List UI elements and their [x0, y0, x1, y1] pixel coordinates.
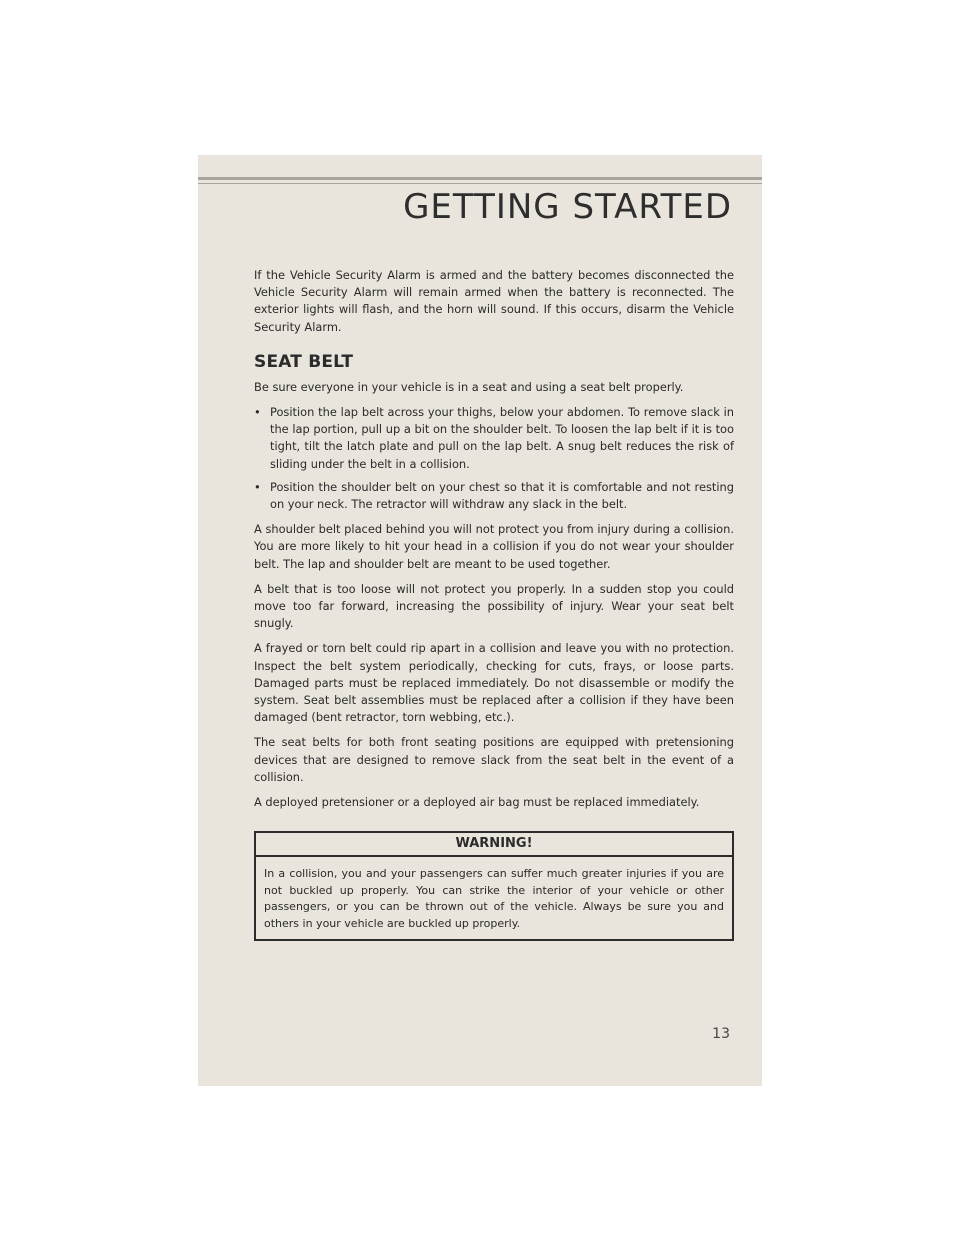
bullet-text: Position the shoulder belt on your chest so that it is comfortable and not resting on your neck. The retractor will withdraw any slack in the belt. — [270, 479, 734, 512]
bullet-item — [254, 479, 734, 513]
page-content — [254, 267, 734, 941]
body-paragraph: A shoulder belt placed behind you will not protect you from injury during a collision. You are more likely to hit your head in a collision if you do not wear your shoulder belt. The lap and shoulder belt are meant to be used together. — [254, 522, 734, 571]
intro-paragraph: If the Vehicle Security Alarm is armed and the battery becomes disconnected the Vehicle Security Alarm will remain armed when the battery is reconnected. The exterior lights will flash, and the horn will sound. If this occurs, disarm the Vehicle Security Alarm. — [254, 268, 734, 334]
body-paragraph: A deployed pretensioner or a deployed air bag must be replaced immediately. — [254, 795, 700, 810]
manual-page — [198, 155, 762, 1086]
page-number: 13 — [712, 1026, 730, 1042]
warning-box — [254, 831, 734, 941]
header-rule-thin — [198, 183, 762, 184]
bullet-item — [254, 404, 734, 473]
seat-belt-lead: Be sure everyone in your vehicle is in a seat and using a seat belt properly. — [254, 379, 684, 394]
warning-title: WARNING! — [256, 833, 732, 857]
body-paragraph: A belt that is too loose will not protect you properly. In a sudden stop you could move too far forward, increasing the possibility of injury. Wear your seat belt snugly. — [254, 581, 734, 631]
seat-belt-heading: SEAT BELT — [254, 351, 354, 372]
bullet-dot-icon: • — [254, 479, 261, 494]
bullet-text: Position the lap belt across your thighs, below your abdomen. To remove slack in the lap portion, pull up a bit on the shoulder belt. To loosen the lap belt if it is too tight, tilt the latch plate and pull on the lap belt. A snug belt reduces the risk of sliding under the belt in a collision. — [270, 405, 734, 471]
seat-belt-bullet-list — [254, 404, 734, 513]
header-rule-thick — [198, 177, 762, 180]
bullet-dot-icon: • — [254, 405, 261, 420]
body-paragraph: A frayed or torn belt could rip apart in a collision and leave you with no protection. Inspect the belt system periodically, checking for cuts, frays, or loose parts. Damaged parts must be replaced immediately. Do not disassemble or modify the system. Seat belt assemblies must be replaced after a collision if they have been damaged (bent retractor, torn webbing, etc.). — [254, 641, 734, 725]
section-title: GETTING STARTED — [403, 187, 732, 227]
warning-body: In a collision, you and your passengers can suffer much greater injuries if you are not buckled up properly. You can strike the interior of your vehicle or other passengers, or you can be thrown out of the vehicle. Always be sure you and others in your vehicle are buckled up properly. — [264, 867, 724, 930]
body-paragraph: The seat belts for both front seating positions are equipped with pretensioning devices that are designed to remove slack from the seat belt in the event of a collision. — [254, 735, 734, 784]
